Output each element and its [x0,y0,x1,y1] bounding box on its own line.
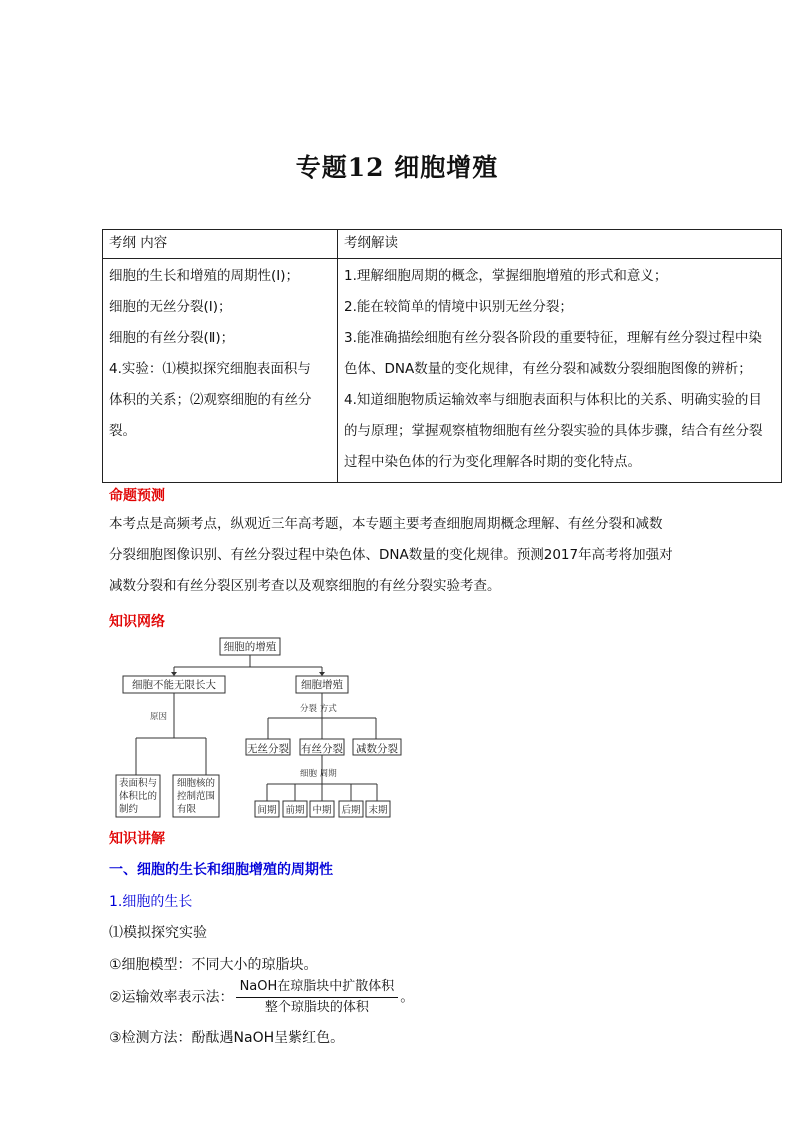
phase-label: 间期 [257,805,277,816]
item-heading: ⑴模拟探究实验 [109,925,207,941]
prediction-heading: 命题预测 [109,488,165,504]
efficiency-fraction [236,978,399,1017]
phase-label: 末期 [368,805,388,816]
prediction-line: 减数分裂和有丝分裂区别考查以及观察细胞的有丝分裂实验考查。 [109,578,501,594]
interpretation-line: 1.理解细胞周期的概念，掌握细胞增殖的形式和意义； [344,268,668,284]
efficiency-line [109,978,414,1017]
exam-outline-table [102,229,782,483]
content-line: 细胞的有丝分裂(Ⅱ)； [109,330,235,346]
interpretation-line: 过程中染色体的行为变化理解各时期的变化特点。 [344,454,641,470]
left-node-label: 细胞不能无限长大 [132,679,216,691]
efficiency-suffix: 。 [400,989,415,1006]
division-type-label: 无丝分裂 [247,743,289,755]
efficiency-prefix: ②运输效率表示法： [109,989,234,1006]
table-row [103,259,782,483]
prediction-line: 分裂细胞图像识别、有丝分裂过程中染色体、DNA数量的变化规律。预测2017年高考将加强对 [109,547,673,563]
right-edge-label: 分裂 方式 [300,704,337,714]
reason-text-line: 控制范围 [177,791,216,802]
reason-text-line: 表面积与 [119,778,158,789]
model-line: ①细胞模型：不同大小的琼脂块。 [109,957,318,973]
table-header-content: 考纲 内容 [103,230,338,259]
reason-text-line: 有限 [177,804,197,815]
reason-text-line: 体积比的 [119,791,158,802]
content-line: 细胞的无丝分裂(Ⅰ)； [109,299,232,315]
detect-line: ③检测方法：酚酞遇NaOH呈紫红色。 [109,1030,345,1046]
content-line: 体积的关系；⑵观察细胞的有丝分 [109,392,312,408]
explain-heading: 知识讲解 [109,831,165,847]
prediction-paragraph [109,509,769,602]
outline-content-cell [103,259,338,483]
knowledge-network-diagram [110,634,410,820]
section-heading: 一、细胞的生长和细胞增殖的周期性 [109,862,333,878]
outline-interpretation-cell [338,259,782,483]
network-heading: 知识网络 [109,614,165,630]
phase-label: 中期 [312,805,332,816]
division-type-label: 减数分裂 [356,743,398,755]
root-node-label: 细胞的增殖 [223,641,277,653]
interpretation-line: 的与原理；掌握观察植物细胞有丝分裂实验的具体步骤，结合有丝分裂 [344,423,763,439]
interpretation-line: 色体、DNA数量的变化规律，有丝分裂和减数分裂细胞图像的辨析； [344,361,752,377]
period-edge-label: 细胞 周期 [300,769,337,779]
reason-text-line: 细胞核的 [177,778,216,789]
content-line: 细胞的生长和增殖的周期性(Ⅰ)； [109,268,300,284]
reason-text-line: 制约 [119,804,139,815]
interpretation-line: 2.能在较简单的情境中识别无丝分裂； [344,299,573,315]
subsection-heading: 1.细胞的生长 [109,894,193,910]
table-header-row [103,230,782,259]
left-edge-label: 原因 [150,712,168,722]
fraction-denominator: 整个琼脂块的体积 [264,1000,369,1015]
right-node-label: 细胞增殖 [301,679,343,691]
interpretation-line: 4.知道细胞物质运输效率与细胞表面积与体积比的关系、明确实验的目 [344,392,762,408]
table-header-interpretation: 考纲解读 [338,230,782,259]
division-type-label: 有丝分裂 [301,743,343,755]
fraction-numerator: NaOH在琼脂块中扩散体积 [236,978,399,998]
phase-label: 后期 [341,805,361,816]
content-line: 4.实验：⑴模拟探究细胞表面积与 [109,361,311,377]
phase-label: 前期 [285,805,305,816]
interpretation-line: 3.能准确描绘细胞有丝分裂各阶段的重要特征，理解有丝分裂过程中染 [344,330,762,346]
prediction-line: 本考点是高频考点，纵观近三年高考题，本专题主要考查细胞周期概念理解、有丝分裂和减数 [109,516,663,532]
content-line: 裂。 [109,423,136,439]
page-title: 专题12 细胞增殖 [295,153,499,182]
